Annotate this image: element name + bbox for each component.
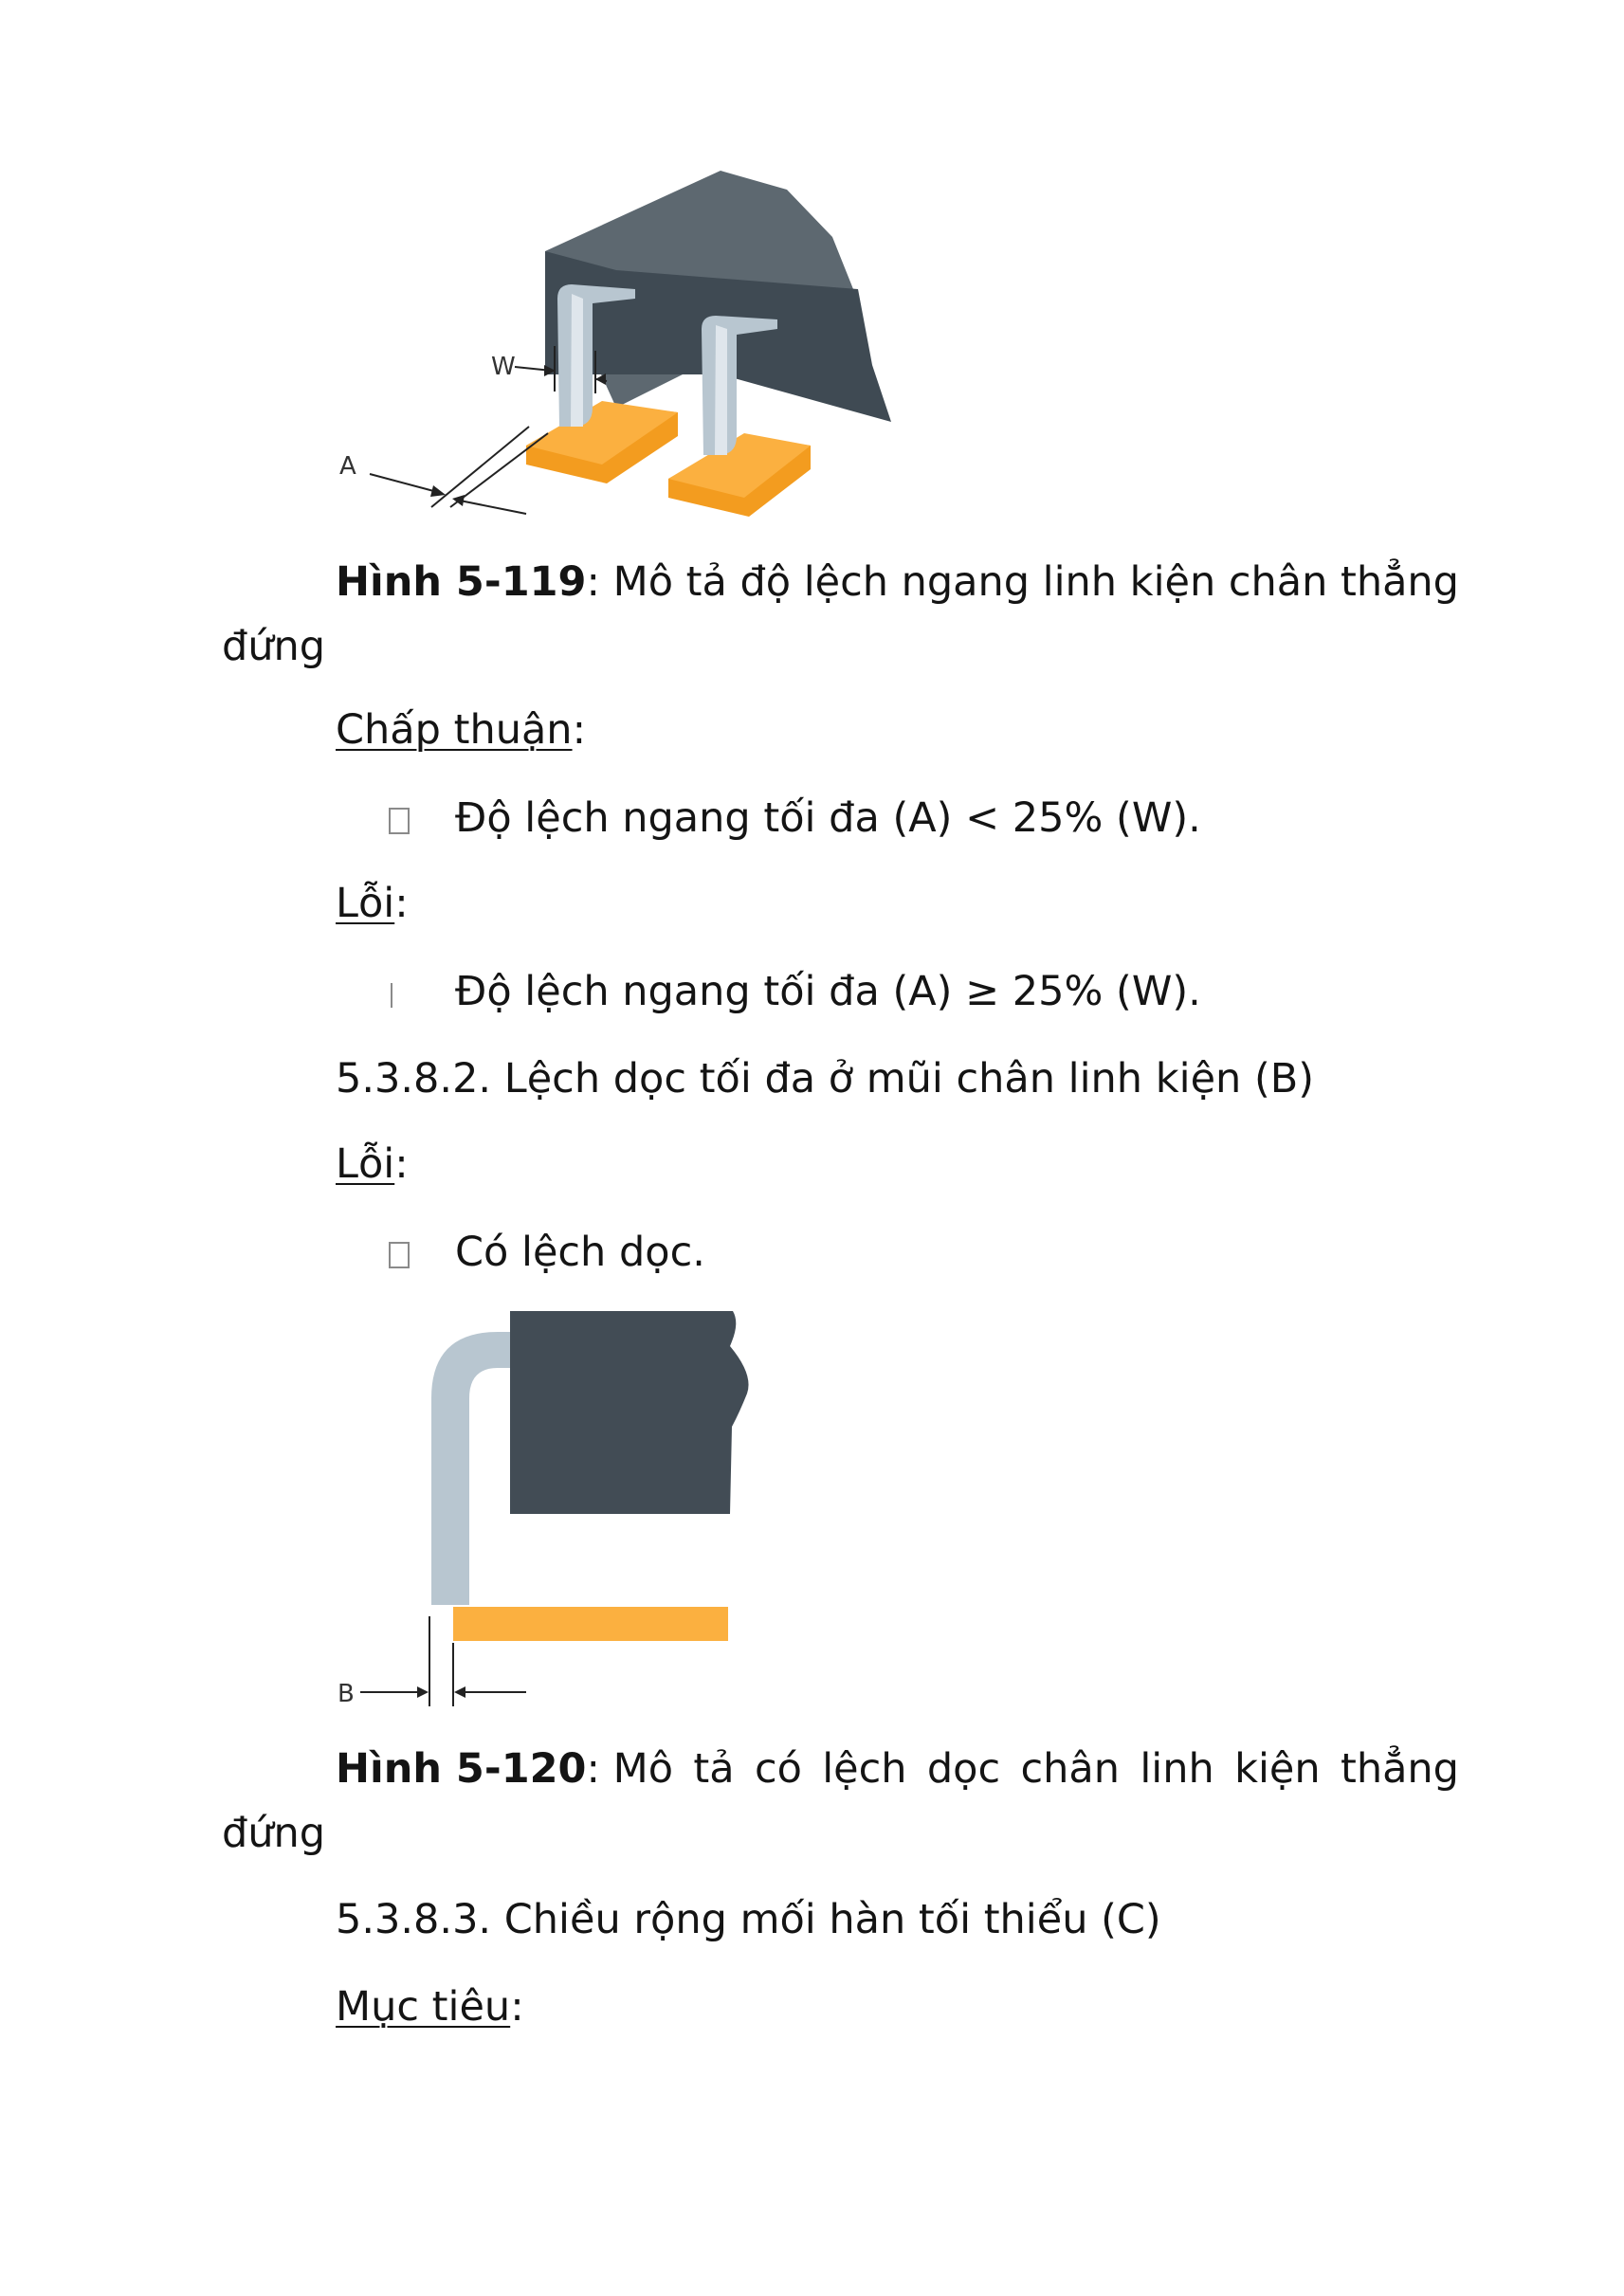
defect-item-1: Độ lệch ngang tối đa (A) ≥ 25% (W). xyxy=(455,968,1201,1015)
section-5-3-8-3: 5.3.8.3. Chiều rộng mối hàn tối thiểu (C) xyxy=(336,1896,1161,1943)
defect-heading-line-1: Lỗi: xyxy=(336,880,409,927)
component-body xyxy=(510,1311,749,1514)
figure-5-119-caption: Hình 5-119: Mô tả độ lệch ngang linh kiện chân thẳng đứng xyxy=(222,550,1459,679)
lead-right-shade xyxy=(715,325,727,455)
label-w: W xyxy=(491,353,516,381)
target-heading-line: Mục tiêu: xyxy=(336,1983,524,2031)
solder-pad xyxy=(453,1607,728,1641)
figure-5-120-illustration xyxy=(322,1303,777,1721)
section-5-3-8-2: 5.3.8.2. Lệch dọc tối đa ở mũi chân linh kiện (B) xyxy=(336,1055,1314,1102)
checkbox-bullet xyxy=(389,808,410,834)
checkbox-bullet xyxy=(389,1242,410,1268)
lead-left-shade xyxy=(571,294,583,427)
defect-item-2: Có lệch dọc. xyxy=(455,1229,705,1276)
caption-label: Hình 5-120 xyxy=(336,1745,587,1793)
caption-end: đứng xyxy=(222,1810,326,1857)
defect-heading-line-2: Lỗi: xyxy=(336,1140,409,1188)
label-a: A xyxy=(339,452,356,481)
caption-label: Hình 5-119 xyxy=(336,558,587,606)
label-b: B xyxy=(338,1680,355,1708)
defect-heading-2: Lỗi xyxy=(336,1140,395,1188)
figure-5-119-illustration xyxy=(322,156,910,531)
defect-heading-1: Lỗi xyxy=(336,880,395,927)
target-heading: Mục tiêu xyxy=(336,1983,511,2031)
caption-end: đứng xyxy=(222,623,326,670)
figure-5-120-caption: Hình 5-120: Mô tả có lệch dọc chân linh kiện thẳng đứng xyxy=(222,1737,1459,1866)
bar-bullet xyxy=(391,983,392,1008)
accept-item: Độ lệch ngang tối đa (A) < 25% (W). xyxy=(455,794,1201,842)
accept-heading: Chấp thuận xyxy=(336,706,573,754)
lead xyxy=(431,1332,510,1605)
accept-heading-line: Chấp thuận: xyxy=(336,706,587,754)
